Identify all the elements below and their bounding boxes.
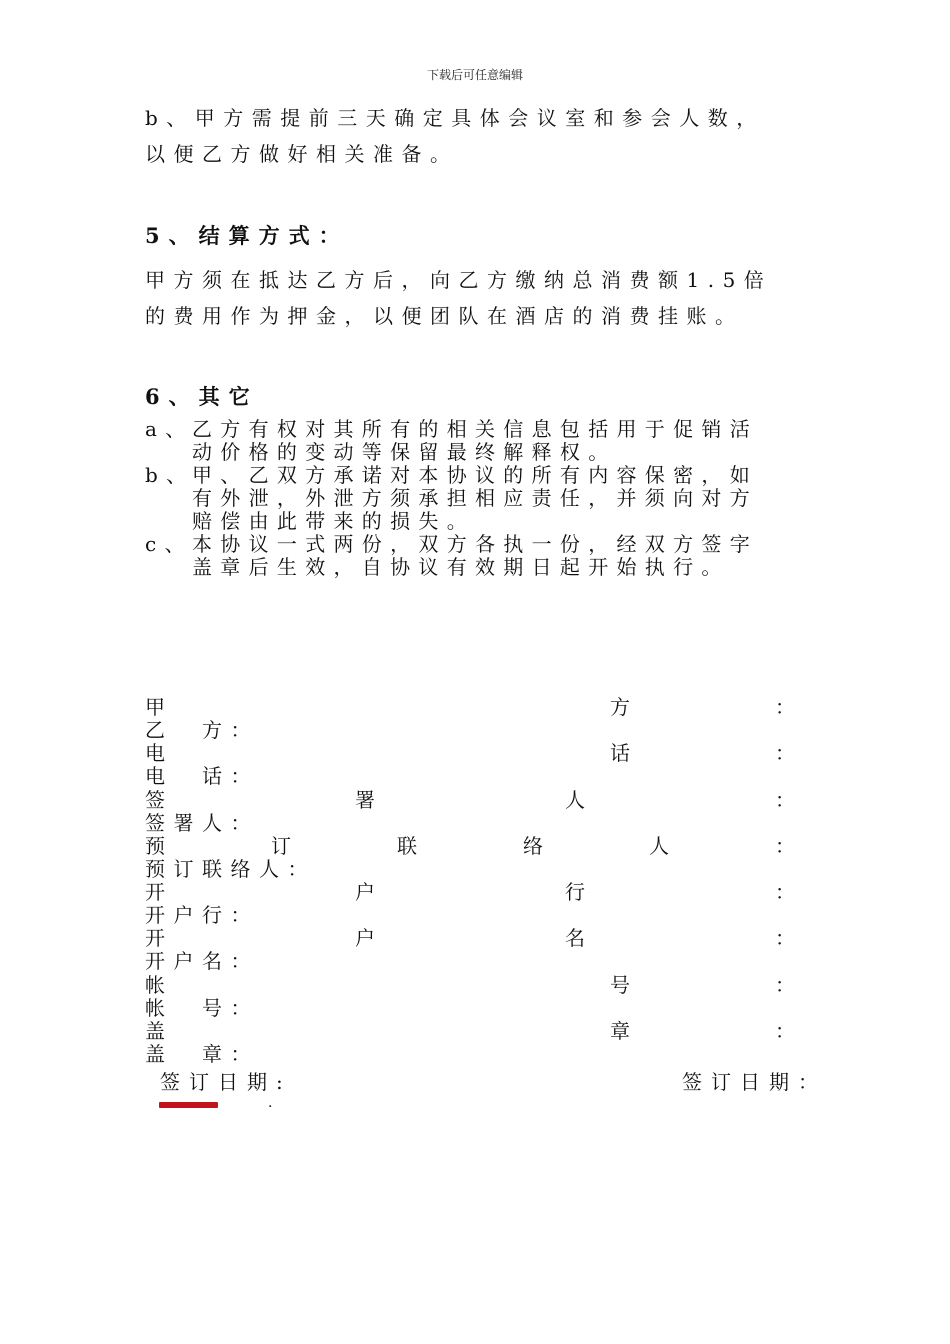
sig-row-2-label: 电 话：: [145, 764, 259, 788]
sig-row-3-colon: ：: [775, 788, 795, 812]
sig-row-5-char-3: 行: [565, 880, 585, 904]
sig-row-1-char-2: 方: [610, 695, 630, 719]
section5-line2: 的费用作为押金，以便团队在酒店的消费挂账。: [145, 304, 744, 328]
sig-row-8-char-1: 盖: [145, 1019, 165, 1043]
item-a-marker: a、: [145, 417, 194, 441]
sig-row-1-char-1: 甲: [145, 695, 165, 719]
sig-row-5-char-1: 开: [145, 880, 165, 904]
para-b-line1: b、甲方需提前三天确定具体会议室和参会人数，: [145, 106, 765, 130]
sig-row-6-colon: ：: [775, 926, 795, 950]
sig-row-4-label: 预订联络人：: [145, 857, 316, 881]
sig-row-4-char-2: 订: [271, 834, 291, 858]
section6-heading: 6、其它: [145, 384, 259, 409]
sig-row-4-char-4: 络: [523, 834, 543, 858]
item-c-marker: c、: [145, 532, 193, 556]
sig-row-7-char-2: 号: [610, 973, 630, 997]
red-underline-mark: [159, 1102, 218, 1108]
sig-row-8-char-2: 章: [610, 1019, 630, 1043]
sig-row-2-char-2: 话: [610, 741, 630, 765]
sig-row-6-char-2: 户: [355, 926, 375, 950]
sig-row-5-label: 开户行：: [145, 903, 259, 927]
item-a-line1: 乙方有权对其所有的相关信息包括用于促销活: [192, 417, 758, 441]
section5-line1: 甲方须在抵达乙方后，向乙方缴纳总消费额1.5倍: [145, 268, 773, 292]
sig-row-6-char-3: 名: [565, 926, 585, 950]
para-b-line2: 以便乙方做好相关准备。: [145, 142, 459, 166]
sig-row-2-char-1: 电: [145, 741, 165, 765]
sig-row-4-char-5: 人: [649, 834, 669, 858]
sig-row-1-colon: ：: [775, 695, 795, 719]
item-c-line2: 盖章后生效，自协议有效期日起开始执行。: [192, 555, 730, 579]
sign-date-right: 签订日期：: [682, 1070, 827, 1094]
sig-row-3-char-1: 签: [145, 788, 165, 812]
sig-row-4-char-3: 联: [397, 834, 417, 858]
sign-date-left: 签订日期:: [160, 1070, 292, 1094]
item-b-line2: 有外泄，外泄方须承担相应责任，并须向对方: [192, 486, 758, 510]
sig-row-4-char-1: 预: [145, 834, 165, 858]
sig-row-6-label: 开户名：: [145, 949, 259, 973]
sig-row-5-colon: ：: [775, 880, 795, 904]
item-b-line1: 甲、乙双方承诺对本协议的所有内容保密，如: [192, 463, 758, 487]
sig-row-3-char-3: 人: [565, 788, 585, 812]
section5-heading: 5、结算方式：: [145, 223, 349, 248]
sig-row-6-char-1: 开: [145, 926, 165, 950]
sig-row-5-char-2: 户: [355, 880, 375, 904]
sig-row-3-label: 签署人：: [145, 811, 259, 835]
sig-row-8-label: 盖 章：: [145, 1042, 259, 1066]
sig-row-8-colon: ：: [775, 1019, 795, 1043]
item-c-line1: 本协议一式两份，双方各执一份，经双方签字: [192, 532, 758, 556]
sig-row-7-colon: ：: [775, 973, 795, 997]
footer-dot: .: [268, 1095, 273, 1111]
header-note: 下载后可任意编辑: [426, 68, 523, 82]
item-b-line3: 赔偿由此带来的损失。: [192, 509, 475, 533]
sig-row-7-label: 帐 号：: [145, 996, 259, 1020]
sig-row-1-label: 乙 方：: [145, 718, 259, 742]
sig-row-3-char-2: 署: [355, 788, 375, 812]
item-a-line2: 动价格的变动等保留最终解释权。: [192, 440, 617, 464]
sig-row-4-colon: ：: [775, 834, 795, 858]
sig-row-2-colon: ：: [775, 741, 795, 765]
sig-row-7-char-1: 帐: [145, 973, 165, 997]
item-b-marker: b、: [145, 463, 195, 487]
